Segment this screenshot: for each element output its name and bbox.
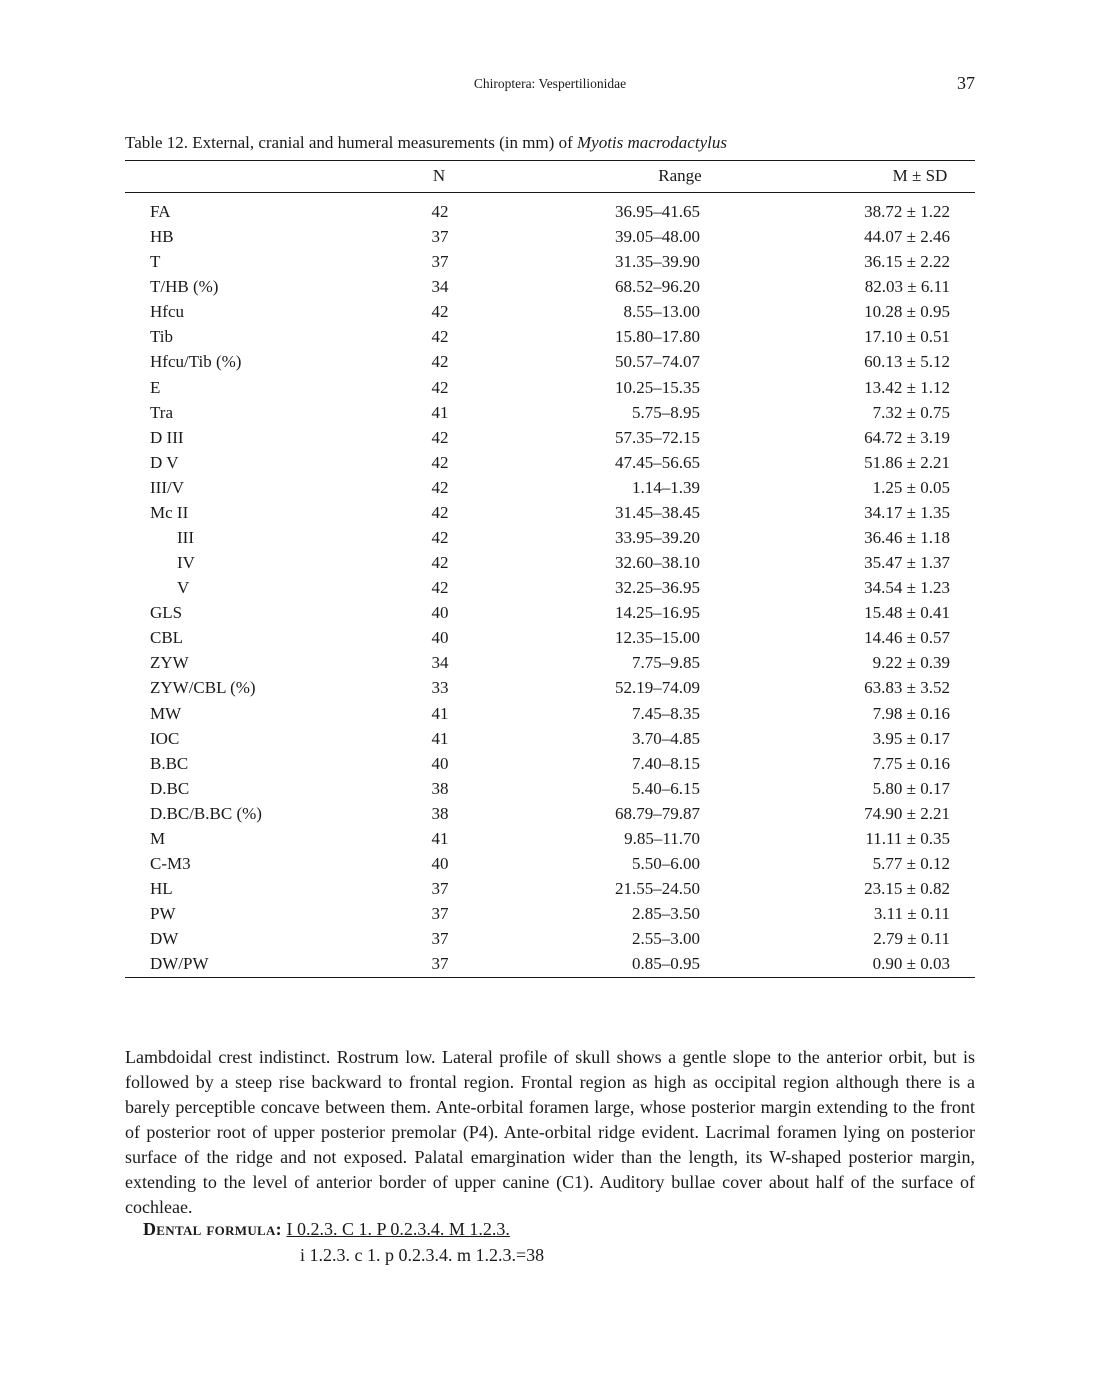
row-mean-sd: 51.86 ± 2.21 [864, 452, 950, 472]
table-row [125, 776, 975, 801]
row-n: 37 [431, 904, 449, 924]
table-row [125, 550, 975, 575]
row-mean-sd: 1.25 ± 0.05 [872, 477, 950, 497]
row-n: 37 [431, 929, 449, 949]
column-header-range: Range [658, 166, 702, 185]
row-range: 68.52–96.20 [615, 277, 700, 297]
row-n: 38 [431, 803, 449, 823]
row-label: E [150, 377, 161, 397]
table-row [125, 525, 975, 550]
row-label: M [150, 828, 166, 848]
row-n: 34 [431, 653, 449, 673]
row-range: 1.14–1.39 [632, 477, 700, 497]
row-label: FA [150, 202, 171, 221]
row-range: 9.85–11.70 [624, 828, 700, 848]
table-row [125, 625, 975, 650]
row-mean-sd: 36.46 ± 1.18 [864, 528, 950, 548]
row-range: 5.75–8.95 [632, 402, 700, 422]
dental-formula-lower: i 1.2.3. c 1. p 0.2.3.4. m 1.2.3.=38 [300, 1245, 545, 1265]
row-n: 41 [431, 828, 449, 848]
row-mean-sd: 34.17 ± 1.35 [864, 502, 950, 522]
running-head: Chiroptera: Vespertilionidae [473, 76, 627, 91]
row-range: 7.45–8.35 [632, 703, 700, 723]
row-n: 37 [431, 879, 449, 899]
table-row [125, 876, 975, 901]
row-range: 68.79–79.87 [615, 803, 700, 823]
row-mean-sd: 7.32 ± 0.75 [872, 402, 950, 422]
row-range: 32.60–38.10 [615, 553, 700, 573]
dental-formula-upper-line [143, 1219, 510, 1240]
row-label: GLS [150, 603, 183, 623]
row-label: D.BC [150, 778, 190, 798]
row-label: III [177, 528, 194, 548]
table-row [125, 425, 975, 450]
row-mean-sd: 23.15 ± 0.82 [864, 879, 950, 899]
row-n: 42 [431, 427, 449, 447]
row-range: 33.95–39.20 [615, 528, 700, 548]
row-label: Mc II [150, 502, 189, 522]
dental-formula-upper: I 0.2.3. C 1. P 0.2.3.4. M 1.2.3. [286, 1219, 510, 1239]
row-n: 40 [431, 628, 449, 648]
row-range: 50.57–74.07 [615, 352, 700, 372]
row-range: 36.95–41.65 [615, 202, 700, 221]
row-n: 37 [431, 252, 449, 272]
row-label: C-M3 [150, 854, 191, 874]
row-label: D.BC/B.BC (%) [150, 803, 262, 823]
row-mean-sd: 35.47 ± 1.37 [864, 553, 950, 573]
table-row [125, 249, 975, 274]
table-row [125, 375, 975, 400]
row-mean-sd: 3.11 ± 0.11 [873, 904, 950, 924]
row-label: ZYW/CBL (%) [150, 678, 256, 698]
table-row [125, 299, 975, 324]
table-row [125, 400, 975, 425]
row-range: 7.75–9.85 [632, 653, 700, 673]
table-caption [125, 133, 727, 153]
table-header [125, 166, 975, 188]
table-caption-text: Table 12. External, cranial and humeral measurements (in mm) of [125, 133, 577, 152]
row-label: CBL [150, 628, 184, 648]
row-mean-sd: 11.11 ± 0.35 [865, 828, 950, 848]
row-mean-sd: 9.22 ± 0.39 [872, 653, 950, 673]
row-label: Hfcu [150, 302, 184, 322]
row-n: 41 [431, 728, 449, 748]
row-n: 41 [431, 402, 449, 422]
table-row [125, 726, 975, 751]
row-n: 34 [431, 277, 449, 297]
row-range: 57.35–72.15 [615, 427, 700, 447]
row-label: V [177, 578, 190, 598]
row-label: HB [150, 227, 174, 247]
body-paragraph: Lambdoidal crest indistinct. Rostrum low. Lateral profile of skull shows a gentle slope to the anterior orbit, but is followed by a steep rise backward to frontal region. Frontal region as high as occipital region although there is a barely perceptible concave between them. Ante-orbital foramen large, whose posterior margin extending to the front of posterior root of upper posterior premolar (P4). Ante-orbital ridge evident. Lacrimal foramen lying on posterior surface of the ridge and not exposed. Palatal emargination wider than the length, its W-shaped posterior margin, extending to the level of anterior border of upper canine (C1). Auditory bullae cover about half of the surface of cochleae. [125, 1047, 975, 1217]
row-mean-sd: 5.80 ± 0.17 [872, 778, 950, 798]
table-row [125, 349, 975, 374]
page-number: 37 [957, 73, 975, 93]
row-n: 37 [431, 954, 449, 974]
row-label: HL [150, 879, 173, 899]
row-range: 31.45–38.45 [615, 502, 700, 522]
row-n: 42 [431, 202, 449, 221]
column-header-n: N [432, 166, 446, 185]
table-row [125, 650, 975, 675]
row-label: DW [150, 929, 179, 949]
row-n: 40 [431, 753, 449, 773]
row-label: Hfcu/Tib (%) [150, 352, 242, 372]
row-n: 42 [431, 578, 449, 598]
row-mean-sd: 14.46 ± 0.57 [864, 628, 950, 648]
table-row [125, 675, 975, 700]
table-caption-species: Myotis macrodactylus [576, 133, 727, 152]
row-n: 42 [431, 452, 449, 472]
row-range: 5.40–6.15 [632, 778, 700, 798]
table-row [125, 951, 975, 976]
row-n: 42 [431, 302, 449, 322]
row-mean-sd: 63.83 ± 3.52 [864, 678, 950, 698]
row-range: 32.25–36.95 [615, 578, 700, 598]
row-label: IV [177, 553, 195, 573]
row-range: 5.50–6.00 [632, 854, 700, 874]
row-n: 33 [431, 678, 449, 698]
row-range: 0.85–0.95 [632, 954, 700, 974]
row-label: DW/PW [150, 954, 209, 974]
table-row [125, 826, 975, 851]
row-label: ZYW [150, 653, 189, 673]
row-range: 12.35–15.00 [615, 628, 700, 648]
row-n: 38 [431, 778, 449, 798]
row-label: D V [150, 452, 179, 472]
row-mean-sd: 15.48 ± 0.41 [864, 603, 950, 623]
row-mean-sd: 60.13 ± 5.12 [864, 352, 950, 372]
table-body [125, 199, 975, 976]
row-range: 10.25–15.35 [615, 377, 700, 397]
row-range: 2.55–3.00 [632, 929, 700, 949]
row-label: Tra [150, 402, 173, 422]
table-row [125, 475, 975, 500]
row-mean-sd: 64.72 ± 3.19 [864, 427, 950, 447]
row-mean-sd: 13.42 ± 1.12 [864, 377, 950, 397]
table-top-rule [125, 160, 975, 161]
table-row [125, 199, 975, 224]
row-mean-sd: 5.77 ± 0.12 [872, 854, 950, 874]
table-header-rule [125, 192, 975, 193]
table-row [125, 926, 975, 951]
table-row [125, 751, 975, 776]
row-n: 42 [431, 528, 449, 548]
row-mean-sd: 38.72 ± 1.22 [864, 202, 950, 221]
row-mean-sd: 10.28 ± 0.95 [864, 302, 950, 322]
row-label: T [150, 252, 161, 272]
row-n: 42 [431, 553, 449, 573]
row-label: III/V [150, 477, 184, 497]
row-label: D III [150, 427, 184, 447]
row-n: 42 [431, 352, 449, 372]
table-row [125, 500, 975, 525]
row-mean-sd: 7.98 ± 0.16 [872, 703, 950, 723]
row-range: 47.45–56.65 [615, 452, 700, 472]
row-range: 7.40–8.15 [632, 753, 700, 773]
table-row [125, 901, 975, 926]
row-mean-sd: 7.75 ± 0.16 [872, 753, 950, 773]
row-n: 42 [431, 477, 449, 497]
table-row [125, 801, 975, 826]
row-label: B.BC [150, 753, 189, 773]
row-n: 37 [431, 227, 449, 247]
row-label: Tib [150, 327, 174, 347]
table-bottom-rule [125, 977, 975, 978]
row-range: 2.85–3.50 [632, 904, 700, 924]
dental-formula-label: Dental formula: [143, 1219, 282, 1239]
row-range: 52.19–74.09 [615, 678, 700, 698]
row-n: 40 [431, 854, 449, 874]
row-range: 3.70–4.85 [632, 728, 700, 748]
row-n: 40 [431, 603, 449, 623]
row-label: MW [150, 703, 182, 723]
row-n: 42 [431, 327, 449, 347]
row-n: 41 [431, 703, 449, 723]
table-row [125, 851, 975, 876]
row-label: T/HB (%) [150, 277, 219, 297]
row-n: 42 [431, 377, 449, 397]
row-range: 14.25–16.95 [615, 603, 700, 623]
row-mean-sd: 3.95 ± 0.17 [872, 728, 950, 748]
row-range: 39.05–48.00 [615, 227, 700, 247]
row-range: 21.55–24.50 [615, 879, 700, 899]
table-row [125, 600, 975, 625]
row-mean-sd: 17.10 ± 0.51 [864, 327, 950, 347]
table-row [125, 274, 975, 299]
row-mean-sd: 36.15 ± 2.22 [864, 252, 950, 272]
row-mean-sd: 34.54 ± 1.23 [864, 578, 950, 598]
row-range: 15.80–17.80 [615, 327, 700, 347]
table-row [125, 575, 975, 600]
row-mean-sd: 0.90 ± 0.03 [872, 954, 950, 974]
row-range: 31.35–39.90 [615, 252, 700, 272]
row-mean-sd: 44.07 ± 2.46 [864, 227, 950, 247]
table-row [125, 324, 975, 349]
row-label: IOC [150, 728, 180, 748]
row-n: 42 [431, 502, 449, 522]
table-row [125, 224, 975, 249]
row-mean-sd: 2.79 ± 0.11 [873, 929, 950, 949]
row-mean-sd: 82.03 ± 6.11 [864, 277, 950, 297]
row-mean-sd: 74.90 ± 2.21 [864, 803, 950, 823]
table-row [125, 450, 975, 475]
row-label: PW [150, 904, 176, 924]
column-header-mean-sd: M ± SD [892, 166, 948, 185]
row-range: 8.55–13.00 [623, 302, 700, 322]
table-row [125, 701, 975, 726]
